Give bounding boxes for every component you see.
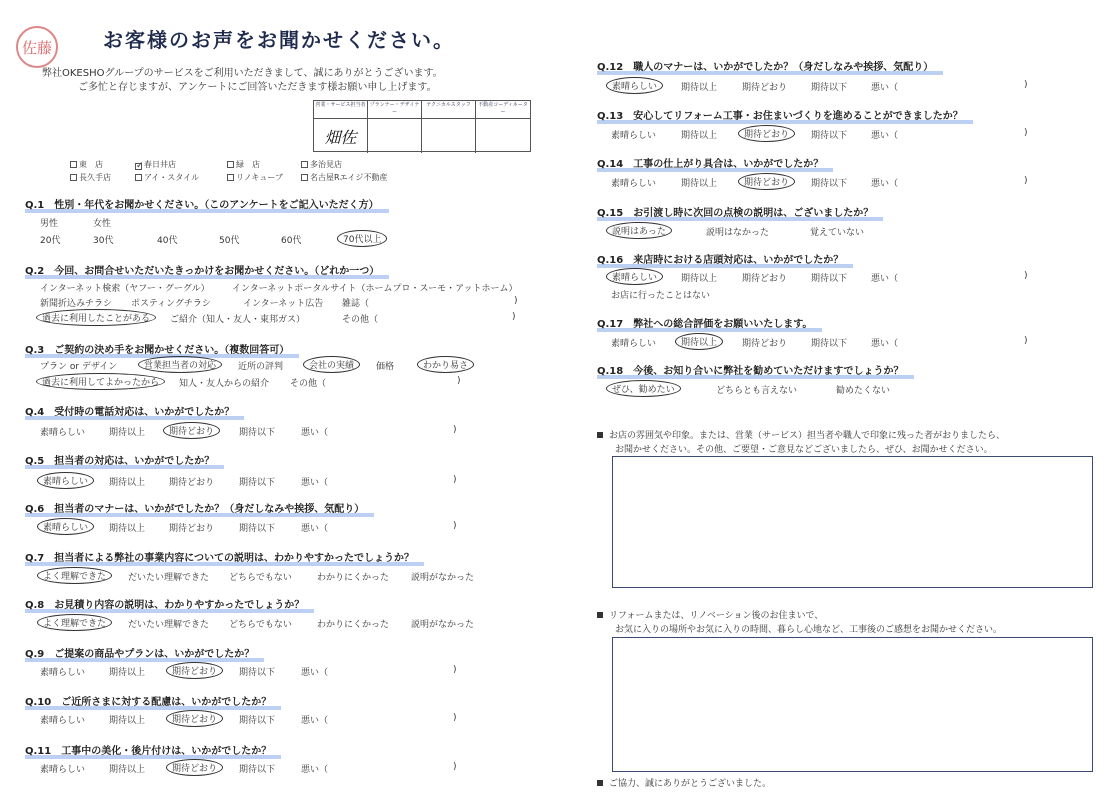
staff-header-realestate: 不動産コーディネーター xyxy=(476,101,530,119)
option[interactable]: 期待以下 xyxy=(239,428,276,438)
option[interactable]: 期待どおり xyxy=(169,524,215,534)
option-selected[interactable]: 期待どおり xyxy=(166,759,223,776)
option[interactable]: 悪い（ xyxy=(301,428,329,438)
option[interactable]: 悪い（ xyxy=(871,339,899,349)
paren-close: ) xyxy=(1024,271,1028,281)
checkbox-icon xyxy=(301,174,308,181)
comment-1-prompt-line-1: お店の雰囲気や印象。または、営業（サービス）担当者や職人で印象に残った者がおりましたら、 xyxy=(597,428,1005,441)
paren-close: ) xyxy=(514,296,518,306)
option[interactable]: 30代 xyxy=(93,236,114,246)
option[interactable]: 期待どおり xyxy=(169,478,215,488)
option[interactable]: 期待以下 xyxy=(811,131,848,141)
checkbox-icon xyxy=(70,161,77,168)
q8-title: Q.8 お見積り内容の説明は、わかりやすかったでしょうか？ xyxy=(25,596,314,613)
q12-title: Q.12 職人のマナーは、いかがでしたか？（身だしなみや挨拶、気配り） xyxy=(597,58,943,75)
store-option[interactable]: 多治見店 xyxy=(301,159,342,170)
option[interactable]: 期待以上 xyxy=(109,428,146,438)
option[interactable]: インターネット検索（ヤフー・グーグル） xyxy=(40,284,210,294)
option[interactable]: 期待以下 xyxy=(811,83,848,93)
paren-close: ) xyxy=(453,665,457,675)
paren-close: ) xyxy=(512,312,516,322)
option[interactable]: 素晴らしい xyxy=(611,339,657,349)
paren-close: ) xyxy=(453,475,457,485)
option[interactable]: 悪い（ xyxy=(871,274,899,284)
option-selected[interactable]: 期待どおり xyxy=(738,125,795,142)
intro-line-2: ご多忙と存じますが、アンケートにご回答いただきます様お願い申し上げます。 xyxy=(78,82,437,93)
option[interactable]: 期待以上 xyxy=(681,274,718,284)
staff-table xyxy=(313,100,531,152)
option[interactable]: 覚えていない xyxy=(810,228,865,238)
paren-close: ) xyxy=(453,762,457,772)
q5-title: Q.5 担当者の対応は、いかがでしたか？ xyxy=(25,452,224,469)
q4-title: Q.4 受付時の電話対応は、いかがでしたか？ xyxy=(25,403,244,420)
q1-title: Q.1 性別・年代をお聞かせください。（このアンケートをご記入いただく方） xyxy=(25,196,389,213)
option[interactable]: 説明がなかった xyxy=(411,573,475,583)
option[interactable]: 期待以上 xyxy=(681,179,718,189)
q11-title: Q.11 工事中の美化・後片付けは、いかがでしたか？ xyxy=(25,742,281,759)
option[interactable]: 価格 xyxy=(376,362,395,372)
option-selected[interactable]: よく理解できた xyxy=(37,614,112,631)
option[interactable]: 素晴らしい xyxy=(40,428,86,438)
staff-header-sales: 営業・サービス担当者 xyxy=(314,101,368,119)
store-option[interactable]: 長久手店 xyxy=(70,172,111,183)
option[interactable]: 20代 xyxy=(40,236,61,246)
store-option[interactable]: アイ・スタイル xyxy=(135,172,199,183)
checkbox-checked-icon: ✓ xyxy=(136,161,144,171)
option[interactable]: 60代 xyxy=(281,236,302,246)
option[interactable]: 男性 xyxy=(40,219,59,229)
option[interactable]: 近所の評判 xyxy=(238,362,284,372)
option[interactable]: 期待以上 xyxy=(681,83,718,93)
option[interactable]: 期待以上 xyxy=(109,668,146,678)
q14-title: Q.14 工事の仕上がり具合は、いかがでしたか？ xyxy=(597,155,833,172)
option[interactable]: 期待どおり xyxy=(742,274,788,284)
page-title: お客様のお声をお聞かせください。 xyxy=(103,28,455,52)
intro-line-1: 弊社OKESHOグループのサービスをご利用いただきまして、誠にありがとうございます。 xyxy=(42,68,443,79)
staff-header-technical: テクニカルスタッフ xyxy=(422,101,476,119)
option[interactable]: 期待以下 xyxy=(239,765,276,775)
closing-message: ご協力、誠にありがとうございました。 xyxy=(597,776,771,789)
q9-title: Q.9 ご提案の商品やプランは、いかがでしたか？ xyxy=(25,645,264,662)
option[interactable]: 悪い（ xyxy=(871,179,899,189)
option-selected[interactable]: 70代以上 xyxy=(337,230,387,247)
q10-title: Q.10 ご近所さまに対する配慮は、いかがでしたか？ xyxy=(25,693,281,710)
q6-title: Q.6 担当者のマナーは、いかがでしたか？（身だしなみや挨拶、気配り） xyxy=(25,500,374,517)
option[interactable]: 悪い（ xyxy=(301,716,329,726)
option[interactable]: 素晴らしい xyxy=(611,131,657,141)
option[interactable]: 女性 xyxy=(93,219,112,229)
option[interactable]: 期待以上 xyxy=(109,478,146,488)
option[interactable]: 期待以下 xyxy=(239,668,276,678)
option-selected[interactable]: わかり易さ xyxy=(417,356,474,373)
staff-header-planner: プランナー・デザイナー xyxy=(368,101,422,119)
square-bullet-icon xyxy=(597,612,603,618)
option-selected[interactable]: 期待どおり xyxy=(166,710,223,727)
comment-2-textarea[interactable] xyxy=(612,637,1093,772)
option[interactable]: 期待以上 xyxy=(109,716,146,726)
option[interactable]: 知人・友人からの紹介 xyxy=(179,379,270,389)
checkbox-icon xyxy=(227,161,234,168)
paren-close: ) xyxy=(1024,176,1028,186)
option[interactable]: 50代 xyxy=(219,236,240,246)
store-option[interactable]: リノキューブ xyxy=(227,172,283,183)
option[interactable]: その他（ xyxy=(342,315,379,325)
option-selected[interactable]: 期待どおり xyxy=(163,422,220,439)
q16-title: Q.16 来店時における店頭対応は、いかがでしたか？ xyxy=(597,251,853,268)
store-option[interactable]: ✓春日井店 xyxy=(136,160,176,171)
option[interactable]: どちらでもない xyxy=(229,573,292,583)
staff-sales-name[interactable]: 畑佐 xyxy=(314,119,368,153)
comment-2-prompt-line-2: お気に入りの場所やお気に入りの時間、暮らし心地など、工事後のご感想をお聞かせください。 xyxy=(615,625,1003,635)
store-option[interactable]: 名古屋Rエイジ不動産 xyxy=(301,172,388,183)
option[interactable]: 期待以下 xyxy=(239,478,276,488)
option[interactable]: ご紹介（知人・友人・東邦ガス） xyxy=(170,315,306,325)
option-selected[interactable]: 期待以上 xyxy=(675,333,723,350)
checkbox-icon xyxy=(70,174,77,181)
paren-close: ) xyxy=(453,425,457,435)
option[interactable]: プラン or デザイン xyxy=(40,362,118,372)
q2-title: Q.2 今回、お問合せいただいたきっかけをお聞かせください。（どれか一つ） xyxy=(25,262,389,279)
q18-title: Q.18 今後、お知り合いに弊社を勧めていただけますでしょうか？ xyxy=(597,362,914,379)
option[interactable]: 期待どおり xyxy=(742,83,788,93)
option[interactable]: ポスティングチラシ xyxy=(131,299,211,309)
option[interactable]: 期待以下 xyxy=(811,274,848,284)
option-selected[interactable]: 素晴らしい xyxy=(37,518,94,535)
q3-title: Q.3 ご契約の決め手をお聞かせください。（複数回答可） xyxy=(25,341,299,358)
paren-close: ) xyxy=(1024,128,1028,138)
square-bullet-icon xyxy=(597,432,603,438)
checkbox-icon xyxy=(301,161,308,168)
option[interactable]: 期待以下 xyxy=(811,179,848,189)
option[interactable]: 期待以下 xyxy=(239,716,276,726)
q7-title: Q.7 担当者による弊社の事業内容についての説明は、わかりやすかったでしょうか？ xyxy=(25,549,424,566)
paren-close: ) xyxy=(453,713,457,723)
option[interactable]: 悪い（ xyxy=(301,668,329,678)
paren-close: ) xyxy=(453,521,457,531)
option[interactable]: その他（ xyxy=(290,379,327,389)
option[interactable]: 期待以上 xyxy=(681,131,718,141)
option[interactable]: インターネット広告 xyxy=(243,299,324,309)
option[interactable]: 悪い（ xyxy=(301,478,329,488)
checkbox-icon xyxy=(135,174,142,181)
option[interactable]: 悪い（ xyxy=(871,131,899,141)
option[interactable]: 説明がなかった xyxy=(411,620,475,630)
option-selected[interactable]: 期待どおり xyxy=(738,173,795,190)
option[interactable]: だいたい理解できた xyxy=(128,573,210,583)
option-selected[interactable]: 説明はあった xyxy=(606,222,672,239)
option-selected[interactable]: 過去に利用してよかったから xyxy=(36,373,165,390)
comment-2-prompt-line-1: リフォームまたは、リノベーション後のお住まいで、 xyxy=(597,608,823,621)
option[interactable]: 期待以下 xyxy=(239,524,276,534)
q13-title: Q.13 安心してリフォーム工事・お住まいづくりを進めることができましたか？ xyxy=(597,107,973,124)
option[interactable]: 素晴らしい xyxy=(40,765,86,775)
option-selected[interactable]: 営業担当者の対応 xyxy=(138,356,222,373)
option[interactable]: 期待以上 xyxy=(109,765,146,775)
option[interactable]: お店に行ったことはない xyxy=(611,291,711,301)
option[interactable]: 40代 xyxy=(157,236,178,246)
store-option[interactable]: 東 店 xyxy=(70,159,103,170)
option-selected[interactable]: 会社の実績 xyxy=(303,356,360,373)
option[interactable]: 勧めたくない xyxy=(836,386,891,396)
option[interactable]: 期待どおり xyxy=(742,339,788,349)
option[interactable]: どちらでもない xyxy=(229,620,292,630)
option[interactable]: 素晴らしい xyxy=(611,179,657,189)
comment-1-textarea[interactable] xyxy=(612,456,1093,588)
option-selected[interactable]: 素晴らしい xyxy=(37,472,94,489)
paren-close: ) xyxy=(1024,336,1028,346)
seal-stamp: 佐藤 xyxy=(16,26,58,68)
option-selected[interactable]: 素晴らしい xyxy=(606,268,663,285)
option[interactable]: だいたい理解できた xyxy=(128,620,210,630)
square-bullet-icon xyxy=(597,780,603,786)
option[interactable]: 期待以下 xyxy=(811,339,848,349)
q17-title: Q.17 弊社への総合評価をお願いいたします。 xyxy=(597,315,822,332)
option[interactable]: 期待以上 xyxy=(109,524,146,534)
option[interactable]: インターネットポータルサイト（ホームプロ・スーモ・アットホーム） xyxy=(232,284,518,294)
staff-planner-name[interactable] xyxy=(368,119,422,153)
staff-realestate-name[interactable] xyxy=(476,119,530,153)
store-option[interactable]: 緑 店 xyxy=(227,159,260,170)
paren-close: ) xyxy=(1024,80,1028,90)
option-selected[interactable]: 期待どおり xyxy=(166,662,223,679)
option[interactable]: 素晴らしい xyxy=(40,668,86,678)
staff-technical-name[interactable] xyxy=(422,119,476,153)
option[interactable]: どちらとも言えない xyxy=(716,386,798,396)
checkbox-icon xyxy=(227,174,234,181)
option[interactable]: 雑誌（ xyxy=(342,299,370,309)
option[interactable]: 素晴らしい xyxy=(40,716,86,726)
option-selected[interactable]: ぜひ、勧めたい xyxy=(606,380,681,397)
option[interactable]: 新聞折込みチラシ xyxy=(40,299,113,309)
option[interactable]: 悪い（ xyxy=(301,765,329,775)
option-selected[interactable]: 過去に利用したことがある xyxy=(36,309,156,326)
option-selected[interactable]: よく理解できた xyxy=(37,567,112,584)
option-selected[interactable]: 素晴らしい xyxy=(606,77,663,94)
comment-1-prompt-line-2: お聞かせください。その他、ご要望・ご意見などございましたら、ぜひ、お聞かせください。 xyxy=(615,445,993,455)
q15-title: Q.15 お引渡し時に次回の点検の説明は、ございましたか？ xyxy=(597,204,883,221)
paren-close: ) xyxy=(457,376,461,386)
option[interactable]: わかりにくかった xyxy=(317,573,390,583)
option[interactable]: 悪い（ xyxy=(301,524,329,534)
option[interactable]: 説明はなかった xyxy=(706,228,770,238)
option[interactable]: わかりにくかった xyxy=(317,620,390,630)
option[interactable]: 悪い（ xyxy=(871,83,899,93)
